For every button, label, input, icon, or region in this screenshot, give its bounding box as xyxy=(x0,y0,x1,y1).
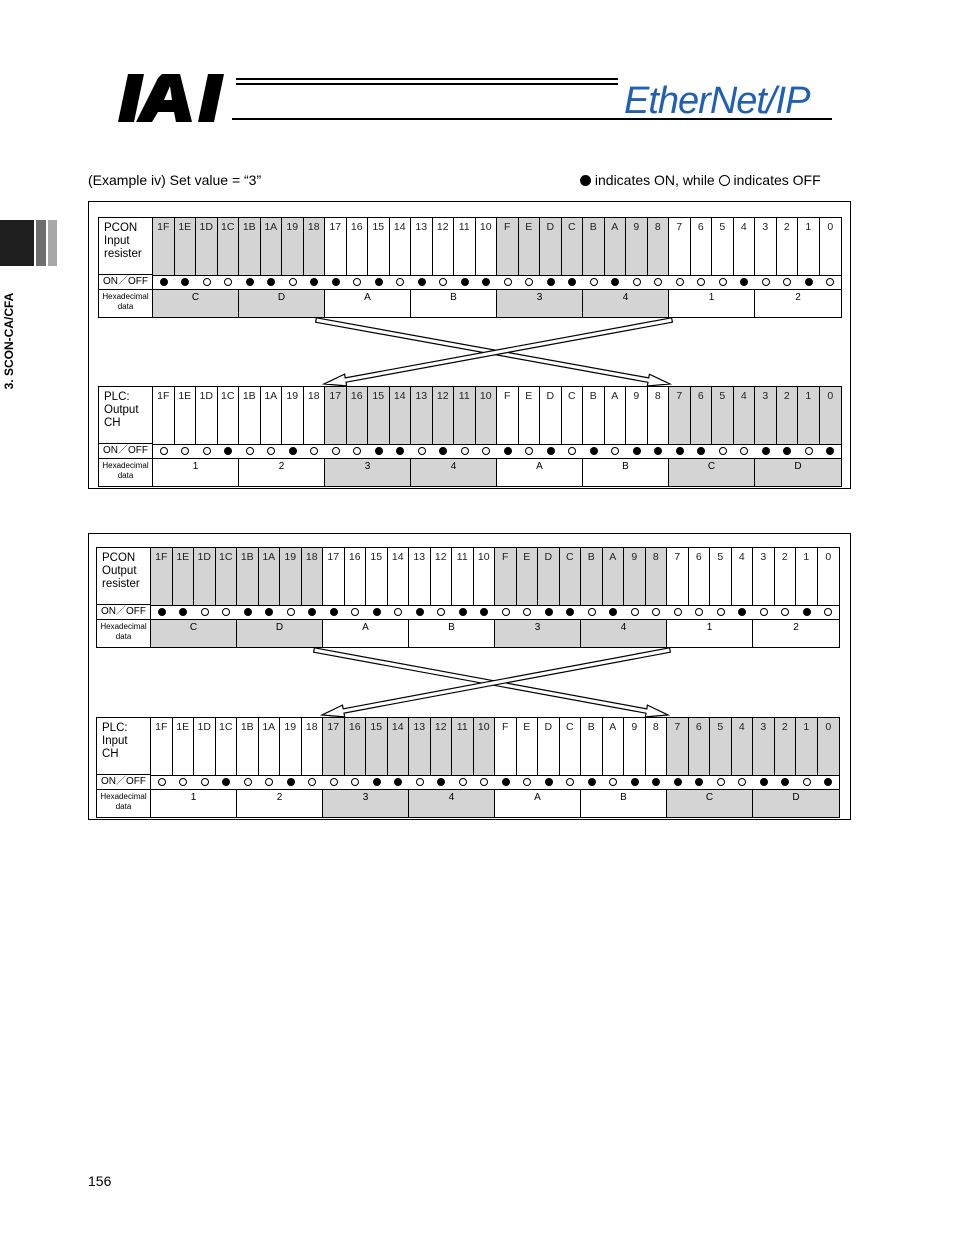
bit-number: 5 xyxy=(710,548,732,605)
bit-number: 1C xyxy=(216,718,238,775)
bit-number: 2 xyxy=(777,218,799,275)
hex-digit: 4 xyxy=(411,459,497,486)
bit-number: 1D xyxy=(194,548,216,605)
hex-digit: 1 xyxy=(151,790,237,817)
bit-number: 8 xyxy=(646,718,668,775)
bit-number: 12 xyxy=(433,387,455,444)
brand-title: EtherNet/IP xyxy=(624,80,810,122)
bit-number: 1E xyxy=(173,548,195,605)
bit-number: D xyxy=(540,218,562,275)
bit-number: A xyxy=(603,718,625,775)
bit-number: E xyxy=(517,548,539,605)
diagram-panel-output xyxy=(88,533,851,820)
bit-number: 13 xyxy=(409,718,431,775)
hex-digit: B xyxy=(409,620,495,647)
bit-number: 1A xyxy=(261,218,283,275)
bit-number: 10 xyxy=(476,387,498,444)
bit-number: F xyxy=(495,548,517,605)
bit-number: 7 xyxy=(669,387,691,444)
bit-number: 8 xyxy=(646,548,668,605)
bit-number: 1D xyxy=(194,718,216,775)
bit-number: D xyxy=(538,718,560,775)
iai-logo xyxy=(118,74,230,126)
bit-number: 13 xyxy=(411,218,433,275)
bit-number: A xyxy=(605,387,627,444)
register-name: PLC: Input CH xyxy=(97,718,151,775)
bit-number: 0 xyxy=(827,221,834,233)
bit-number: 1C xyxy=(218,387,240,444)
bit-number: 0 xyxy=(820,387,842,444)
hex-digit: B xyxy=(411,290,497,317)
bit-number: E xyxy=(519,387,541,444)
bit-number: 2 xyxy=(775,718,797,775)
bit-number: 16 xyxy=(347,387,369,444)
chapter-tab-stripe xyxy=(48,220,57,266)
legend xyxy=(580,172,821,188)
hex-digit: A xyxy=(323,620,409,647)
bit-number: 14 xyxy=(390,218,412,275)
bit-number: 1A xyxy=(259,548,281,605)
chapter-tab-stripe xyxy=(36,220,46,266)
bit-number: 18 xyxy=(302,718,324,775)
hex-label: Hexadecimal data xyxy=(99,289,153,317)
bit-number: 14 xyxy=(388,548,410,605)
bit-number: 1A xyxy=(259,718,281,775)
page-number: 156 xyxy=(88,1173,112,1189)
hex-digit: 4 xyxy=(583,290,669,317)
bit-number: 13 xyxy=(409,548,431,605)
bit-number: 15 xyxy=(368,218,390,275)
hex-digit: 3 xyxy=(323,790,409,817)
bit-number: 18 xyxy=(302,548,324,605)
hex-label: Hexadecimal data xyxy=(97,789,151,817)
register-name: PLC: Output CH xyxy=(99,387,153,444)
bit-number: A xyxy=(605,218,627,275)
bit-number: 4 xyxy=(734,218,756,275)
bit-number: 15 xyxy=(368,387,390,444)
bit-number: 1F xyxy=(151,548,173,605)
hex-label: Hexadecimal data xyxy=(99,458,153,486)
bit-number: B xyxy=(583,387,605,444)
bit-number: 6 xyxy=(689,718,711,775)
bit-number: 16 xyxy=(345,718,367,775)
diagram-panel-input xyxy=(88,201,851,489)
bit-number: 19 xyxy=(282,218,304,275)
chapter-tab xyxy=(0,220,34,266)
bit-number: 2 xyxy=(777,387,799,444)
bit-number: E xyxy=(519,218,541,275)
bit-number: F xyxy=(495,718,517,775)
bit-number: 1E xyxy=(175,218,197,275)
bit-number: E xyxy=(517,718,539,775)
bit-number: 1 xyxy=(796,548,818,605)
bit-number: 14 xyxy=(388,718,410,775)
hex-label: Hexadecimal data xyxy=(97,619,151,647)
bit-number: C xyxy=(560,548,582,605)
bit-number: 1 xyxy=(798,387,820,444)
bit-number: 11 xyxy=(454,218,476,275)
bit-number: B xyxy=(583,218,605,275)
bit-number: 10 xyxy=(474,548,496,605)
hex-digit: 4 xyxy=(409,790,495,817)
bit-number: B xyxy=(581,718,603,775)
bit-number: 3 xyxy=(753,718,775,775)
bit-number: 1F xyxy=(151,718,173,775)
bit-number: 15 xyxy=(366,548,388,605)
bit-number: 5 xyxy=(712,218,734,275)
bit-number: B xyxy=(581,548,603,605)
hex-digit: 1 xyxy=(153,459,239,486)
bit-number: D xyxy=(538,548,560,605)
bit-number: 10 xyxy=(476,218,498,275)
bit-number: 18 xyxy=(304,387,326,444)
hex-digit: A xyxy=(495,790,581,817)
hex-digit: 1 xyxy=(669,290,755,317)
bit-number: 9 xyxy=(626,218,648,275)
bit-number: F xyxy=(497,218,519,275)
hex-digit: A xyxy=(497,459,583,486)
byte-swap-arrows xyxy=(89,202,849,487)
chapter-label: 3. SCON-CA/CFA xyxy=(2,292,16,390)
bit-number: 1F xyxy=(153,218,175,275)
bit-number: 5 xyxy=(712,387,734,444)
bit-number: 3 xyxy=(755,218,777,275)
bit-number: D xyxy=(540,387,562,444)
bit-number: A xyxy=(603,548,625,605)
bit-number: 2 xyxy=(775,548,797,605)
bit-number: 7 xyxy=(667,548,689,605)
hex-digit: 2 xyxy=(795,292,801,303)
off-dot-icon xyxy=(719,175,730,186)
bit-number: 0 xyxy=(818,718,840,775)
bit-number: F xyxy=(497,387,519,444)
bit-number: 15 xyxy=(366,718,388,775)
bit-number: 19 xyxy=(282,387,304,444)
bit-number: 16 xyxy=(345,548,367,605)
bit-number: 19 xyxy=(280,548,302,605)
bit-number: 1 xyxy=(796,718,818,775)
bit-number: 3 xyxy=(755,387,777,444)
bit-number: 17 xyxy=(323,718,345,775)
bit-number: 1F xyxy=(153,387,175,444)
bit-number: C xyxy=(560,718,582,775)
header-double-rule xyxy=(236,78,618,85)
bit-number: 4 xyxy=(732,718,754,775)
onoff-label: ON／OFF xyxy=(99,275,153,289)
bit-number: 8 xyxy=(648,218,670,275)
bit-number: C xyxy=(562,387,584,444)
bit-number: 12 xyxy=(433,218,455,275)
hex-digit: D xyxy=(237,620,323,647)
bit-number: 9 xyxy=(624,548,646,605)
hex-digit: 3 xyxy=(325,459,411,486)
bit-number: 7 xyxy=(669,218,691,275)
bit-number: 1B xyxy=(239,218,261,275)
hex-digit: 2 xyxy=(793,622,799,633)
on-dot-icon xyxy=(580,175,591,186)
hex-digit: 3 xyxy=(495,620,581,647)
hex-digit: D xyxy=(239,290,325,317)
bit-number: 12 xyxy=(431,718,453,775)
bit-number: 11 xyxy=(454,387,476,444)
bit-number: 11 xyxy=(452,548,474,605)
register-name: PCON Input resister xyxy=(99,218,153,275)
hex-digit: C xyxy=(153,290,239,317)
hex-digit: C xyxy=(669,459,755,486)
bit-number: C xyxy=(562,218,584,275)
bit-number: 12 xyxy=(431,548,453,605)
bit-number: 17 xyxy=(325,387,347,444)
bit-number: 6 xyxy=(691,218,713,275)
bit-number: 1D xyxy=(196,387,218,444)
bit-number: 6 xyxy=(691,387,713,444)
hex-digit: C xyxy=(151,620,237,647)
bit-number: 18 xyxy=(304,218,326,275)
bit-number: 1B xyxy=(239,387,261,444)
bit-number: 10 xyxy=(474,718,496,775)
hex-digit: A xyxy=(325,290,411,317)
bit-number: 1E xyxy=(173,718,195,775)
onoff-label: ON／OFF xyxy=(97,605,151,619)
bit-number: 1A xyxy=(261,387,283,444)
bit-number: 0 xyxy=(825,551,832,563)
hex-digit: 3 xyxy=(497,290,583,317)
bit-number: 8 xyxy=(648,387,670,444)
bit-number: 13 xyxy=(411,387,433,444)
hex-digit: D xyxy=(753,790,839,817)
hex-digit: 2 xyxy=(237,790,323,817)
bit-number: 16 xyxy=(347,218,369,275)
bit-number: 4 xyxy=(732,548,754,605)
bit-number: 9 xyxy=(624,718,646,775)
bit-number: 1C xyxy=(218,218,240,275)
bit-number: 9 xyxy=(626,387,648,444)
bit-number: 1C xyxy=(216,548,238,605)
hex-digit: 2 xyxy=(239,459,325,486)
byte-swap-arrows xyxy=(89,534,849,819)
hex-digit: 1 xyxy=(667,620,753,647)
bit-number: 1B xyxy=(237,718,259,775)
bit-number: 1B xyxy=(237,548,259,605)
legend-off-text: indicates OFF xyxy=(733,172,821,188)
hex-digit: B xyxy=(583,459,669,486)
example-caption: (Example iv) Set value = “3” xyxy=(88,172,262,188)
bit-number: 5 xyxy=(710,718,732,775)
bit-number: 11 xyxy=(452,718,474,775)
hex-digit: B xyxy=(581,790,667,817)
hex-digit: 4 xyxy=(581,620,667,647)
onoff-label: ON／OFF xyxy=(99,444,153,458)
hex-digit: C xyxy=(667,790,753,817)
bit-number: 17 xyxy=(325,218,347,275)
bit-number: 4 xyxy=(734,387,756,444)
legend-on-text: indicates ON, while xyxy=(594,172,715,188)
bit-number: 14 xyxy=(390,387,412,444)
bit-number: 17 xyxy=(323,548,345,605)
bit-number: 6 xyxy=(689,548,711,605)
bit-number: 1E xyxy=(175,387,197,444)
register-name: PCON Output resister xyxy=(97,548,151,605)
hex-digit: D xyxy=(755,459,841,486)
bit-number: 1D xyxy=(196,218,218,275)
bit-number: 19 xyxy=(280,718,302,775)
onoff-label: ON／OFF xyxy=(97,775,151,789)
bit-number: 1 xyxy=(798,218,820,275)
bit-number: 7 xyxy=(667,718,689,775)
bit-number: 3 xyxy=(753,548,775,605)
